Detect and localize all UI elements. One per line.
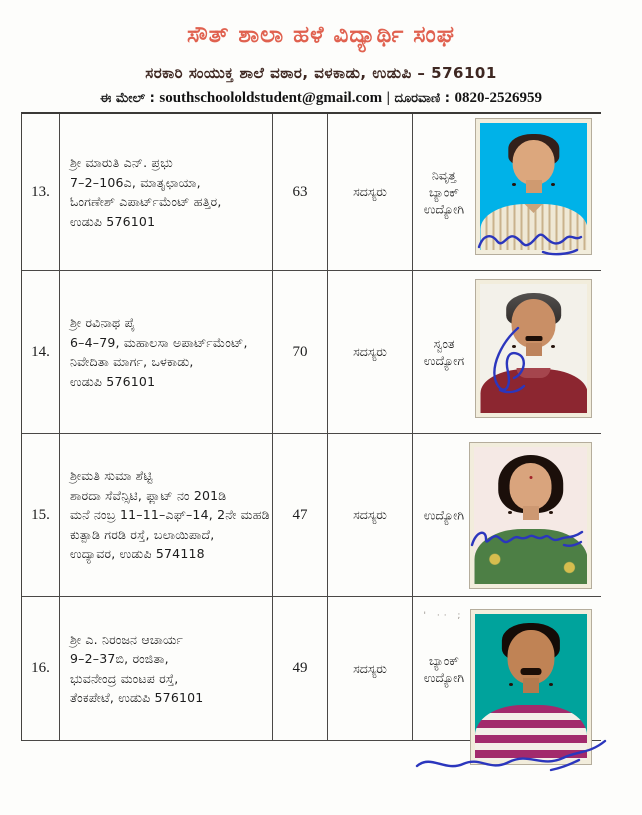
member-occupation: ಬ್ಯಾಂಕ್ ಉದ್ಯೋಗಿ (423, 652, 465, 685)
member-name-address: ಶ್ರೀ ರವಿನಾಥ ಪೈ 6–4–79, ಮಹಾಲಸಾ ಅಪಾರ್ಟ್‌ಮೆಂಟ್, ನಿವೇದಿತಾ ಮಾರ್ಗ, ಒಳಕಾಡು, ಉಡುಪಿ 576101 (60, 271, 273, 433)
photo-person-neck (526, 343, 542, 356)
photo-person-neck (523, 678, 539, 693)
photo-person-shirt (480, 369, 587, 413)
member-occupation: ನಿವೃತ್ತ ಬ್ಯಾಂಕ್ ಉದ್ಯೋಗಿ (423, 167, 465, 217)
photo-person-eye (508, 511, 512, 514)
member-age: 47 (273, 434, 328, 596)
member-occupation: ಉದ್ಯೋಗಿ (423, 507, 465, 523)
occupation-photo-cell (413, 434, 601, 596)
membership-type: ಸದಸ್ಯರು (328, 271, 413, 433)
photo-person-eye (512, 183, 516, 186)
photo-person-neck (523, 506, 539, 520)
member-photo (470, 443, 591, 588)
members-table (21, 112, 601, 741)
passport-photo (476, 280, 591, 417)
photo-person-face (507, 630, 554, 684)
photo-person-moustache (525, 336, 542, 341)
photo-person-eye (551, 345, 555, 348)
contact-line (0, 90, 642, 107)
membership-type: ಸದಸ್ಯರು (328, 114, 413, 270)
photo-person-eye (549, 683, 553, 686)
serial-number: 14. (22, 271, 60, 433)
serial-number: 13. (22, 114, 60, 270)
photo-person-eye (551, 183, 555, 186)
photo-person-bindi (529, 476, 532, 479)
table-row (22, 434, 601, 597)
passport-photo (470, 443, 591, 588)
member-photo (476, 280, 591, 417)
table-row (22, 114, 601, 271)
photo-person-eye (509, 683, 513, 686)
member-age: 70 (273, 271, 328, 433)
member-age: 49 (273, 597, 328, 740)
passport-photo (476, 119, 591, 254)
photo-person-shirt (475, 705, 587, 760)
member-photo (476, 119, 591, 254)
photo-person-shirt (480, 204, 587, 250)
member-occupation: ಸ್ವಂತ ಉದ್ಯೋಗ (423, 336, 465, 368)
photo-person-face (511, 299, 556, 348)
member-name-address: ಶ್ರೀಮತಿ ಸುಮಾ ಶೆಟ್ಟಿ ಶಾರದಾ ಸೆವೆನ್ಸಿಟಿ, ಫ್ಲಾಟ್ ನಂ 201ಡಿ ಮನೆ ನಂಬ್ರ 11–11–ಎಫ್–14, 2ನೇ ಮಹಡಿ ಕುತ್ಪಾಡಿ ಗರಡಿ ರಸ್ತೆ, ಬಲಾಯಿಪಾದೆ, ಉದ್ಯಾವರ, ಉಡುಪಿ 574118 (60, 434, 273, 596)
phone-label: ದೂರವಾಣಿ : (394, 91, 450, 106)
email-label: ಈ ಮೇಲ್ : (100, 91, 155, 106)
member-photo (471, 610, 591, 764)
occupation-photo-cell (413, 114, 601, 270)
email-address: southschoololdstudent@gmail.com (159, 90, 383, 106)
occupation-photo-cell (413, 597, 601, 740)
table-row (22, 597, 601, 741)
member-name-address: ಶ್ರೀ ಎ. ನಿರಂಜನ ಆಚಾರ್ಯ 9–2–37ಬಿ, ರಂಜಿತಾ, ಭುವನೇಂದ್ರ ಮಂಟಪ ರಸ್ತೆ, ತೆಂಕಪೇಟೆ, ಉಡುಪಿ 576101 (60, 597, 273, 740)
serial-number: 16. (22, 597, 60, 740)
membership-type: ಸದಸ್ಯರು (328, 597, 413, 740)
photo-person-eye (512, 345, 516, 348)
photo-person-neck (526, 180, 542, 193)
photo-person-moustache (521, 668, 542, 675)
stray-pen-marks: ' ·· ; (423, 611, 465, 621)
photo-person-face (512, 140, 555, 186)
table-row (22, 271, 601, 434)
photo-person-dress (474, 529, 587, 584)
membership-type: ಸದಸ್ಯರು (328, 434, 413, 596)
member-name-address: ಶ್ರೀ ಮಾರುತಿ ಎನ್. ಪ್ರಭು 7–2–106ಎ, ಮಾತೃಛಾಯಾ, ಓಂಗಣೇಶ್ ಎಪಾರ್ಟ್‌ಮೆಂಟ್ ಹತ್ತಿರ, ಉಡುಪಿ 576101 (60, 114, 273, 270)
occupation-photo-cell (413, 271, 601, 433)
photo-person-eye (549, 511, 553, 514)
serial-number: 15. (22, 434, 60, 596)
passport-photo (471, 610, 591, 764)
organization-address: ಸರಕಾರಿ ಸಂಯುಕ್ತ ಶಾಲೆ ವಠಾರ, ವಳಕಾಡು, ಉಡುಪಿ – 576101 (145, 64, 497, 82)
phone-number: 0820-2526959 (454, 90, 542, 106)
contact-separator: | (386, 90, 390, 106)
organization-title: ಸೌತ್ ಶಾಲಾ ಹಳೆ ವಿದ್ಯಾರ್ಥಿ ಸಂಘ (187, 22, 455, 48)
member-age: 63 (273, 114, 328, 270)
photo-person-face (509, 463, 552, 510)
